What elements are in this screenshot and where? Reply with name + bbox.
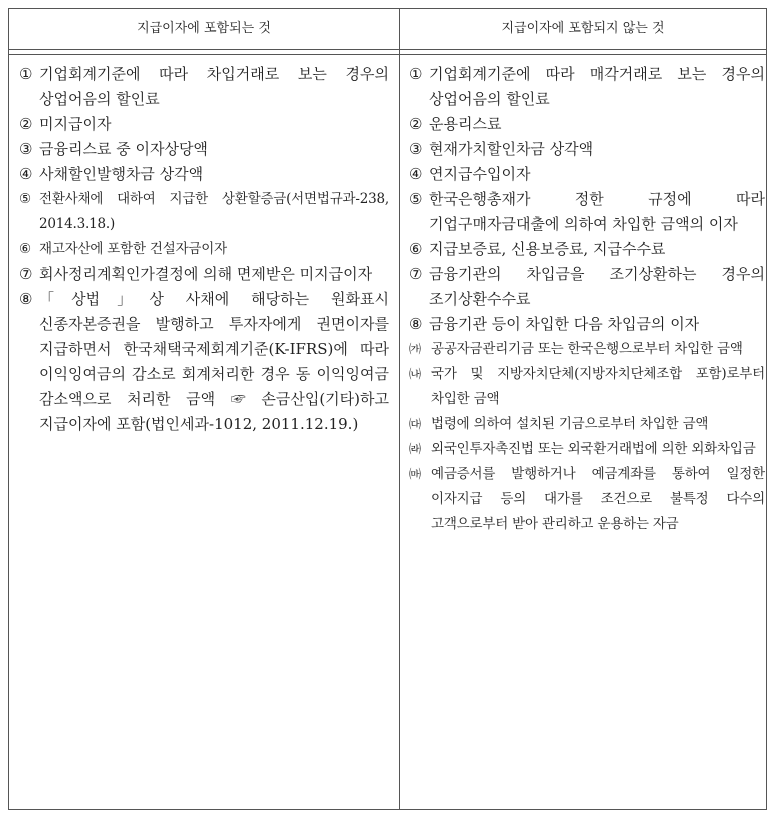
subitem-marker: ㈒ <box>409 467 421 481</box>
item-marker: ⑥ <box>409 240 423 258</box>
item-marker: ⑧ <box>409 315 423 333</box>
item-text: 금융기관 등이 차입한 다음 차입금의 이자 <box>429 315 700 333</box>
included-item-3 <box>19 137 389 162</box>
item-marker: ⑦ <box>19 265 33 283</box>
included-item-8 <box>19 287 389 437</box>
included-column <box>19 62 389 437</box>
subitem-marker: ㈏ <box>409 367 421 381</box>
subitem-text: 법령에 의하여 설치된 기금으로부터 차입한 금액 <box>431 416 709 432</box>
excluded-subitem-ga <box>409 337 765 362</box>
column-divider <box>399 9 400 809</box>
item-text: 사채할인발행차금 상각액 <box>39 165 204 183</box>
item-text: 지급보증료, 신용보증료, 지급수수료 <box>429 240 666 258</box>
included-item-6 <box>19 237 389 262</box>
header-included: 지급이자에 포함되는 것 <box>137 21 271 36</box>
item-marker: ② <box>19 115 33 133</box>
included-item-5 <box>19 187 389 237</box>
excluded-item-1 <box>409 62 765 112</box>
item-text: 재고자산에 포함한 건설자금이자 <box>39 241 227 257</box>
subitem-marker: ㈐ <box>409 417 421 431</box>
subitem-text: 외국인투자촉진법 또는 외국환거래법에 의한 외화차입금 <box>431 441 756 457</box>
subitem-marker: ㈑ <box>409 442 421 456</box>
item-text: 전환사채에 대하여 지급한 상환할증금(서면법규과-238, 2014.3.18.) <box>39 191 389 232</box>
excluded-item-4 <box>409 162 765 187</box>
excluded-item-3 <box>409 137 765 162</box>
excluded-subitem-na <box>409 362 765 412</box>
item-text: 미지급이자 <box>39 115 112 133</box>
comparison-table <box>8 8 767 810</box>
excluded-item-6 <box>409 237 765 262</box>
included-item-4 <box>19 162 389 187</box>
item-marker: ③ <box>19 140 33 158</box>
excluded-item-8 <box>409 312 765 337</box>
item-marker: ④ <box>19 165 33 183</box>
item-marker: ⑤ <box>409 190 423 208</box>
item-text: 금융리스료 중 이자상당액 <box>39 140 208 158</box>
included-item-2 <box>19 112 389 137</box>
header-divider-line <box>9 49 766 50</box>
item-text: 「상법」상 사채에 해당하는 원화표시 신종자본증권을 발행하고 투자자에게 권면이자를 지급하면서 한국채택국제회계기준(K-IFRS)에 따라 이익잉여금의 감소로 회계처리한 경우 동 이익잉여금 감소액으로 처리한 금액 ☞ 손금산입(기타)하고 지급이자에 포함(법인세과-1012, 2011.12.19.) <box>39 290 389 433</box>
item-text: 운용리스료 <box>429 115 502 133</box>
subitem-marker: ㈎ <box>409 342 421 356</box>
item-marker: ④ <box>409 165 423 183</box>
subitem-text: 국가 및 지방자치단체(지방자치단체조합 포함)로부터 차입한 금액 <box>431 366 765 407</box>
header-excluded: 지급이자에 포함되지 않는 것 <box>501 21 665 36</box>
item-text: 기업회계기준에 따라 매각거래로 보는 경우의 상업어음의 할인료 <box>429 65 765 108</box>
item-text: 현재가치할인차금 상각액 <box>429 140 594 158</box>
excluded-subitem-ra <box>409 437 765 462</box>
item-text: 한국은행총재가 정한 규정에 따라 기업구매자금대출에 의하여 차입한 금액의 이자 <box>429 190 765 233</box>
excluded-item-2 <box>409 112 765 137</box>
item-marker: ⑦ <box>409 265 423 283</box>
subitem-text: 예금증서를 발행하거나 예금계좌를 통하여 일정한 이자지급 등의 대가를 조건으로 불특정 다수의 고객으로부터 받아 관리하고 운용하는 자금 <box>431 466 765 532</box>
subitem-text: 공공자금관리기금 또는 한국은행으로부터 차입한 금액 <box>431 341 743 357</box>
item-marker: ② <box>409 115 423 133</box>
item-marker: ① <box>19 65 33 83</box>
item-text: 회사정리계획인가결정에 의해 면제받은 미지급이자 <box>39 265 373 283</box>
item-marker: ⑥ <box>19 241 31 257</box>
item-marker: ③ <box>409 140 423 158</box>
item-marker: ① <box>409 65 423 83</box>
item-text: 기업회계기준에 따라 차입거래로 보는 경우의 상업어음의 할인료 <box>39 65 389 108</box>
item-text: 금융기관의 차입금을 조기상환하는 경우의 조기상환수수료 <box>429 265 765 308</box>
item-marker: ⑧ <box>19 290 33 308</box>
excluded-item-7 <box>409 262 765 312</box>
excluded-subitem-da <box>409 412 765 437</box>
included-item-7 <box>19 262 389 287</box>
header-divider-line-double <box>9 54 766 55</box>
excluded-column <box>409 62 765 537</box>
excluded-item-5 <box>409 187 765 237</box>
excluded-subitem-ma <box>409 462 765 537</box>
item-text: 연지급수입이자 <box>429 165 531 183</box>
included-item-1 <box>19 62 389 112</box>
item-marker: ⑤ <box>19 191 31 207</box>
